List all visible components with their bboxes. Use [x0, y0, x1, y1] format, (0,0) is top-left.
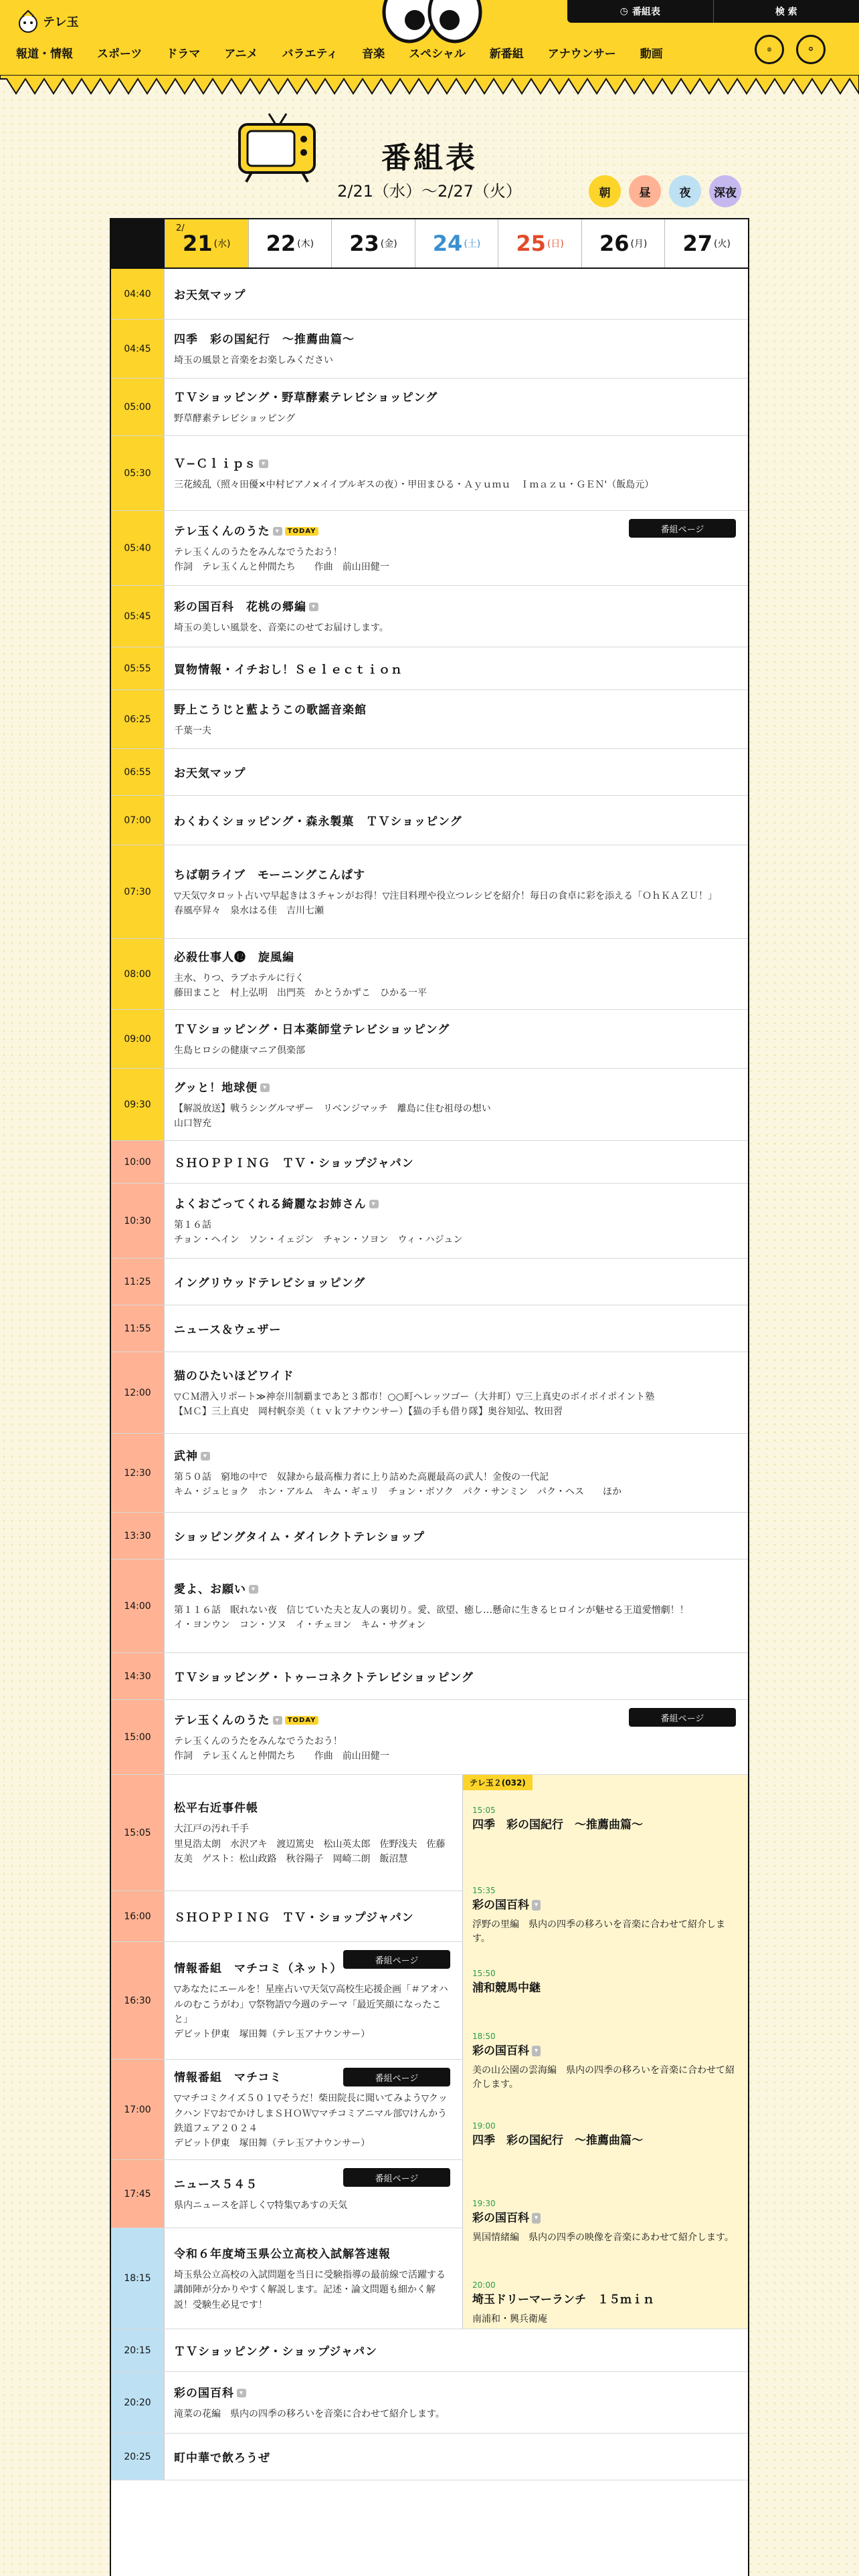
program-row — [111, 2228, 462, 2329]
program-cell[interactable] — [165, 1775, 462, 1891]
program-guide-icon: ▾ — [237, 2389, 246, 2397]
program-cell[interactable] — [165, 511, 748, 585]
program-cell[interactable] — [165, 1352, 748, 1433]
program-desc: テレ玉くんのうたをみんなでうたおう！ 作詞 テレ玉くんと仲間たち 作曲 前山田健一 — [174, 546, 389, 572]
day-number: 23 — [349, 231, 379, 256]
logo-text: テレ玉 — [43, 15, 79, 29]
program-time: 11:25 — [111, 1259, 165, 1305]
program-time: 17:45 — [111, 2160, 165, 2228]
program-desc: 第１１６話 眠れない夜 信じていた夫と友人の裏切り。愛、欲望、癒し…懸命に生きるヒロインが魅せる王道愛憎劇！！ イ・ヨンウン コン・ソヌ イ・チェヨン キム・サグォン — [174, 1604, 689, 1630]
sub-program-title: 彩の国百科 ▾ — [472, 1898, 739, 1914]
sub-program-title: 四季 彩の国紀行 〜推薦曲篇〜 — [472, 2134, 643, 2147]
day-tab-26[interactable] — [581, 219, 665, 267]
nav-drama[interactable]: ドラマ — [166, 47, 201, 61]
program-time: 15:05 — [111, 1775, 165, 1891]
program-title: テレ玉くんのうた ▾ TODAY — [174, 1711, 739, 1727]
program-time: 09:00 — [111, 1010, 165, 1068]
header-icons — [755, 35, 826, 64]
program-cell[interactable] — [165, 436, 748, 510]
program-row — [111, 1560, 748, 1653]
sub-program-desc: 浮野の里編 県内の四季の移ろいを音楽に合わせて紹介します。 — [472, 1919, 725, 1944]
program-cell[interactable] — [165, 2228, 462, 2329]
program-time: 06:55 — [111, 749, 165, 795]
day-weekday: (木) — [297, 239, 314, 249]
sub-program-time: 19:30 — [472, 2199, 496, 2208]
program-time: 10:30 — [111, 1184, 165, 1258]
program-time: 18:15 — [111, 2228, 165, 2329]
program-row — [111, 2060, 462, 2160]
day-number: 25 — [516, 231, 546, 256]
band-button-1[interactable]: 昼 — [629, 175, 661, 207]
program-guide-icon: ▾ — [369, 1200, 379, 1208]
day-number: 21 — [183, 231, 213, 256]
program-time: 09:30 — [111, 1069, 165, 1140]
program-time: 05:00 — [111, 379, 165, 435]
nav-announcers[interactable]: アナウンサー — [547, 47, 616, 61]
nav-variety[interactable]: バラエティ — [282, 47, 339, 61]
program-time: 07:00 — [111, 796, 165, 845]
program-row — [111, 1942, 462, 2060]
program-desc: 三花綾乱（照々田優×中村ピアノ×イイブルギスの夜）・甲田まひる・Ａｙｕｍｕ Ｉｍａｚｕ・ＧＥＮ'（飯島元） — [174, 479, 654, 490]
program-title: ＴＶショッピング・ショップジャパン — [174, 2345, 377, 2359]
program-row — [111, 2160, 462, 2228]
program-time: 20:25 — [111, 2434, 165, 2480]
program-title: 愛よ、お願い ▾ — [174, 1580, 739, 1596]
program-cell[interactable] — [165, 269, 748, 319]
sub-program-desc: 異国情緒編 県内の四季の映像を音楽にあわせて紹介します。 — [472, 2232, 734, 2243]
program-time: 13:30 — [111, 1513, 165, 1559]
program-row — [111, 1700, 748, 1775]
program-title: 情報番組 マチコミ — [174, 2071, 282, 2085]
program-cell[interactable] — [165, 845, 748, 938]
site-logo[interactable] — [17, 9, 79, 33]
program-desc: 埼玉県公立高校の入試問題を当日に受験指導の最前線で活躍する講師陣が分かりやすく解説します。記述・論文問題も細かく解説！受験生必見です！ — [174, 2269, 446, 2311]
telet-mascot-icon — [17, 9, 39, 33]
schedule-rows — [111, 269, 748, 1775]
nav-new-programs[interactable]: 新番組 — [489, 47, 524, 61]
program-time: 14:30 — [111, 1653, 165, 1699]
program-guide-icon: ▾ — [259, 459, 268, 468]
mascot-eyes-icon — [379, 0, 486, 44]
program-desc: ▽あなたにエールを！星座占い▽天気▽高校生応援企画「＃アオハルのむこうがわ」▽祭物語▽今週のテーマ「最近笑顔になったこと」 デビット伊東 塚田舞（テレ玉アナウンサー） — [174, 1984, 448, 2040]
sub-program-time: 15:35 — [472, 1886, 496, 1895]
program-desc: 千葉一夫 — [174, 725, 211, 736]
program-row — [111, 1069, 748, 1141]
program-cell[interactable] — [165, 2372, 748, 2433]
program-guide-icon: ▾ — [309, 603, 318, 611]
program-time: 16:30 — [111, 1942, 165, 2059]
program-time: 05:45 — [111, 586, 165, 647]
program-cell[interactable] — [165, 1891, 462, 1941]
program-cell[interactable] — [165, 796, 748, 845]
program-cell[interactable] — [165, 1434, 748, 1512]
program-cell[interactable] — [165, 749, 748, 795]
program-desc: 埼玉の風景と音楽をお楽しみください — [174, 354, 333, 366]
program-title: ＳＨＯＰＰＩＮＧ ＴＶ・ショップジャパン — [174, 1157, 414, 1170]
time-band-buttons — [589, 175, 741, 207]
program-cell[interactable] — [165, 647, 748, 689]
program-row — [111, 2434, 748, 2480]
program-cell[interactable] — [165, 1942, 462, 2059]
sub-program-desc: 南浦和・興兵衛庵 — [472, 2313, 547, 2325]
day-number: 27 — [682, 231, 713, 256]
program-page-button[interactable]: 番組ページ — [343, 1950, 450, 1969]
program-row — [111, 2372, 748, 2434]
program-desc: 野草酵素テレビショッピング — [174, 413, 296, 424]
program-cell[interactable] — [165, 2160, 462, 2228]
program-cell[interactable] — [165, 1513, 748, 1559]
program-time: 15:00 — [111, 1700, 165, 1774]
program-time: 04:45 — [111, 320, 165, 378]
program-time: 11:55 — [111, 1305, 165, 1352]
sub-program[interactable] — [472, 1806, 739, 1834]
program-row — [111, 796, 748, 845]
program-title: グッと！地球便 ▾ — [174, 1078, 739, 1095]
program-guide-link[interactable]: ◷ 番組表 — [619, 6, 660, 17]
program-title: 情報番組 マチコミ（ネット） — [174, 1962, 343, 1976]
program-page-button[interactable]: 番組ページ — [343, 2068, 450, 2086]
program-row — [111, 647, 748, 690]
nav-special[interactable]: スペシャル — [409, 47, 466, 61]
program-title: 町中華で飲ろうぜ — [174, 2452, 270, 2465]
program-cell[interactable] — [165, 586, 748, 647]
program-desc: 滝菜の花編 県内の四季の移ろいを音楽に合わせて紹介します。 — [174, 2408, 445, 2420]
day-tab-23[interactable] — [331, 219, 415, 267]
program-title: 猫のひたいほどワイド — [174, 1369, 294, 1383]
program-row — [111, 749, 748, 796]
program-desc: 第１６話 チョン・ヘイン ソン・イェジン チャン・ソヨン ウィ・ハジュン — [174, 1219, 463, 1245]
program-time: 10:00 — [111, 1141, 165, 1183]
program-cell[interactable] — [165, 1653, 748, 1699]
program-cell[interactable] — [165, 379, 748, 435]
program-row — [111, 379, 748, 436]
program-title: 武神 ▾ — [174, 1446, 739, 1463]
ch-icon[interactable]: ◍ — [755, 35, 784, 64]
program-cell[interactable] — [165, 1069, 748, 1140]
program-time: 20:15 — [111, 2329, 165, 2371]
program-title: 野上こうじと藍ようこの歌謡音楽館 — [174, 703, 367, 717]
program-row — [111, 1184, 748, 1259]
nav-news[interactable]: 報道・情報 — [16, 47, 73, 61]
site-header — [0, 0, 859, 75]
sub-program-title: 埼玉ドリーマーランチ １５ｍｉｎ — [472, 2293, 654, 2306]
program-desc: 【解説放送】戦うシングルマザー リベンジマッチ 離島に住む祖母の想い 山口智充 — [174, 1103, 491, 1129]
program-grid — [110, 218, 749, 2576]
program-desc: ▽ＣＭ潜入リポート≫神奈川制覇まであと３都市！○○町ヘレッツゴー（大井町）▽三上真史のボイボイポイント塾 【ＭＣ】三上真史 岡村帆奈美（ｔｖｋアナウンサー）【猫の手も借り隊】奥谷知弘、牧田習 — [174, 1391, 655, 1417]
program-guide-icon: ▾ — [273, 1716, 282, 1725]
program-time: 05:40 — [111, 511, 165, 585]
program-time: 12:30 — [111, 1434, 165, 1512]
day-weekday: (火) — [714, 239, 731, 249]
program-desc: 生島ヒロシの健康マニア倶楽部 — [174, 1045, 305, 1056]
sub-program-title: 彩の国百科 ▾ — [472, 2044, 739, 2060]
today-badge: TODAY — [285, 1716, 319, 1725]
program-cell[interactable] — [165, 2434, 748, 2480]
program-time: 04:40 — [111, 269, 165, 319]
program-time: 07:30 — [111, 845, 165, 938]
program-title: Ｖ−Ｃｌｉｐｓ ▾ — [174, 454, 739, 471]
clock-icon: ◷ — [619, 6, 628, 17]
program-cell[interactable] — [165, 1259, 748, 1305]
program-row — [111, 1141, 748, 1184]
program-title: ニュース５４５ — [174, 2177, 258, 2191]
program-row — [111, 1891, 462, 1942]
program-title: お天気マップ — [174, 767, 246, 780]
program-title: 令和６年度埼玉県公立高校入試解答速報 — [174, 2247, 391, 2261]
day-tab-24[interactable] — [415, 219, 498, 267]
program-guide-icon: ▾ — [260, 1083, 270, 1092]
program-title: 必殺仕事人⓬ 旋風編 — [174, 950, 294, 964]
program-desc: 主水、りつ、ラブホテルに行く 藤田まこと 村上弘明 出門英 かとうかずこ ひかる一平 — [174, 972, 427, 998]
program-cell[interactable] — [165, 690, 748, 748]
sub-program-time: 15:05 — [472, 1806, 496, 1815]
day-tab-27[interactable] — [664, 219, 748, 267]
date-range: 2/21（水）〜2/27（火） — [337, 182, 522, 201]
header-zigzag — [0, 75, 859, 100]
program-title: ちば朝ライブ モーニングこんぱす — [174, 868, 365, 882]
page-title: 番組表 — [381, 141, 478, 175]
split-channel-section — [111, 1775, 748, 2329]
sub-program-desc: 美の山公園の雲海編 県内の四季の移ろいを音楽に合わせて紹介します。 — [472, 2064, 735, 2090]
sub-program-title: 彩の国百科 ▾ — [472, 2211, 739, 2227]
program-row — [111, 845, 748, 939]
program-desc: ▽天気▽タロット占い▽早起きは３チャンがお得！▽注目料理や役立つレシピを紹介！毎日の食卓に彩を添える「ＯｈＫＡＺＵ！」 春風亭昇々 泉水はる佳 吉川七瀬 — [174, 890, 718, 916]
program-time: 20:20 — [111, 2372, 165, 2433]
program-row — [111, 1653, 748, 1700]
band-button-3[interactable]: 深夜 — [709, 175, 741, 207]
program-desc: テレ玉くんのうたをみんなでうたおう！ 作詞 テレ玉くんと仲間たち 作曲 前山田健一 — [174, 1735, 389, 1761]
program-time: 12:00 — [111, 1352, 165, 1433]
day-tab-25[interactable] — [498, 219, 581, 267]
day-weekday: (月) — [630, 239, 648, 249]
day-tab-22[interactable] — [248, 219, 332, 267]
program-title: わくわくショッピング・森永製菓 ＴＶショッピング — [174, 815, 462, 829]
program-guide-icon: ▾ — [273, 527, 282, 536]
nav-video[interactable]: 動画 — [640, 47, 663, 61]
program-time: 14:00 — [111, 1560, 165, 1652]
program-row — [111, 511, 748, 586]
program-title: ＴＶショッピング・日本薬師堂テレビショッピング — [174, 1023, 450, 1037]
band-button-0[interactable]: 朝 — [589, 175, 621, 207]
program-title: ＴＶショッピング・トゥーコネクトテレビショッピング — [174, 1671, 474, 1685]
nav-music[interactable]: 音楽 — [362, 47, 385, 61]
day-number: 24 — [432, 231, 463, 256]
program-cell[interactable] — [165, 1305, 748, 1352]
sub-program[interactable] — [472, 2199, 739, 2245]
program-title: テレ玉くんのうた ▾ TODAY — [174, 522, 739, 538]
sub-program-time: 18:50 — [472, 2032, 496, 2041]
program-row — [111, 1259, 748, 1305]
program-desc: ▽マチコミクイズ５０１▽そうだ！柴田院長に聞いてみよう▽クックハンド▽おでかけしまＳＨＯＷ▽マチコミアニマル部▽けんかう鉄道フェア２０２４ デビット伊東 塚田舞（テレ玉アナウンサー） — [174, 2093, 448, 2149]
program-row — [111, 1434, 748, 1513]
sub-program-title: 浦和競馬中継 — [472, 1981, 541, 1995]
day-number: 26 — [599, 231, 630, 256]
search-link[interactable]: 検 索 — [713, 0, 859, 23]
program-row — [111, 1305, 748, 1352]
sub-program[interactable] — [472, 1886, 739, 1946]
day-weekday: (土) — [464, 239, 481, 249]
program-row — [111, 320, 748, 379]
day-weekday: (金) — [380, 239, 397, 249]
sub-channel-column — [463, 1775, 748, 2329]
program-title: ショッピングタイム・ダイレクトテレショップ — [174, 1531, 425, 1544]
day-tabs — [111, 219, 748, 269]
sub-program-time: 15:50 — [472, 1969, 496, 1978]
program-time: 05:55 — [111, 647, 165, 689]
program-guide-icon: ▾ — [532, 2046, 541, 2056]
main-channel-column — [111, 1775, 463, 2329]
program-cell[interactable] — [165, 1700, 748, 1774]
program-title: 四季 彩の国紀行 〜推薦曲篇〜 — [174, 332, 355, 346]
program-row — [111, 269, 748, 320]
program-time: 17:00 — [111, 2060, 165, 2159]
nojimi-icon[interactable]: ✪ — [796, 35, 826, 64]
top-links-bar — [567, 0, 859, 23]
sub-program[interactable] — [472, 2032, 739, 2092]
program-time: 08:00 — [111, 939, 165, 1009]
sub-program[interactable] — [472, 2280, 739, 2327]
program-time: 06:25 — [111, 690, 165, 748]
program-row — [111, 690, 748, 749]
program-row — [111, 436, 748, 511]
sub-program-time: 19:00 — [472, 2121, 496, 2131]
today-badge: TODAY — [285, 527, 319, 536]
day-weekday: (日) — [547, 239, 564, 249]
program-desc: 埼玉の美しい風景を、音楽にのせてお届けします。 — [174, 622, 389, 633]
program-guide-icon: ▾ — [249, 1585, 258, 1594]
program-title: お天気マップ — [174, 289, 246, 302]
program-title: ＳＨＯＰＰＩＮＧ ＴＶ・ショップジャパン — [174, 1911, 414, 1925]
nav-anime[interactable]: アニメ — [224, 47, 258, 61]
program-desc: 県内ニュースを詳しく▽特集▽あすの天気 — [174, 2199, 347, 2211]
sub-program[interactable] — [472, 2121, 739, 2149]
program-title: 松平右近事件帳 — [174, 1802, 258, 1816]
program-title: よくおごってくれる綺麗なお姉さん ▾ — [174, 1194, 739, 1211]
program-page-button[interactable]: 番組ページ — [343, 2168, 450, 2187]
program-cell[interactable] — [165, 1141, 748, 1183]
program-title: 彩の国百科 ▾ — [174, 2383, 739, 2400]
main-nav — [16, 44, 663, 61]
program-guide-icon: ▾ — [532, 1900, 541, 1911]
program-row — [111, 939, 748, 1010]
program-page-button[interactable]: 番組ページ — [629, 1708, 736, 1727]
sub-program[interactable] — [472, 1969, 739, 1997]
schedule-rows-after — [111, 2329, 748, 2480]
program-title: イングリウッドテレビショッピング — [174, 1277, 366, 1290]
program-row — [111, 1775, 462, 1891]
program-cell[interactable] — [165, 1560, 748, 1652]
program-title: ＴＶショッピング・野草酵素テレビショッピング — [174, 391, 438, 405]
program-desc: 第５０話 窮地の中で 奴隷から最高権力者に上り詰めた高麗最高の武人！金俊の一代記 キム・ジュヒョク ホン・アルム キム・ギュリ チョン・ボソク パク・サンミン パク・ヘス ほか — [174, 1471, 622, 1497]
day-tab-21[interactable] — [165, 219, 248, 267]
program-page-button[interactable]: 番組ページ — [629, 519, 736, 538]
program-title: 彩の国百科 花桃の郷編 ▾ — [174, 597, 739, 614]
program-cell[interactable] — [165, 939, 748, 1009]
program-cell[interactable] — [165, 1184, 748, 1258]
day-weekday: (水) — [213, 239, 231, 249]
program-time: 16:00 — [111, 1891, 165, 1941]
nav-sports[interactable]: スポーツ — [97, 47, 142, 61]
sub-program-time: 20:00 — [472, 2280, 496, 2290]
program-time: 05:30 — [111, 436, 165, 510]
program-title: 買物情報・イチおし！Ｓｅｌｅｃｔｉｏｎ — [174, 663, 403, 677]
program-row — [111, 1352, 748, 1434]
program-cell[interactable] — [165, 2329, 748, 2371]
day-number: 22 — [266, 231, 296, 256]
program-cell[interactable] — [165, 2060, 462, 2159]
program-row — [111, 1513, 748, 1560]
program-cell[interactable] — [165, 320, 748, 378]
program-cell[interactable] — [165, 1010, 748, 1068]
program-row — [111, 1010, 748, 1069]
day-month: 2/ — [176, 223, 185, 233]
band-button-2[interactable]: 夜 — [669, 175, 701, 207]
program-row — [111, 586, 748, 647]
grid-corner — [111, 219, 165, 267]
program-title: ニュース＆ウェザー — [174, 1323, 282, 1337]
program-desc: 大江戸の汚れ千手 里見浩太朗 水沢アキ 渡辺篤史 松山英太郎 佐野浅夫 佐藤友美 ゲスト：松山政路 秋谷陽子 岡崎二朗 飯沼慧 — [174, 1824, 446, 1865]
sub-program-title: 四季 彩の国紀行 〜推薦曲篇〜 — [472, 1818, 643, 1832]
program-guide-icon: ▾ — [532, 2213, 541, 2224]
program-row — [111, 2329, 748, 2372]
program-guide-icon: ▾ — [201, 1452, 210, 1461]
sub-channel-label: テレ玉２(032) — [463, 1775, 533, 1790]
